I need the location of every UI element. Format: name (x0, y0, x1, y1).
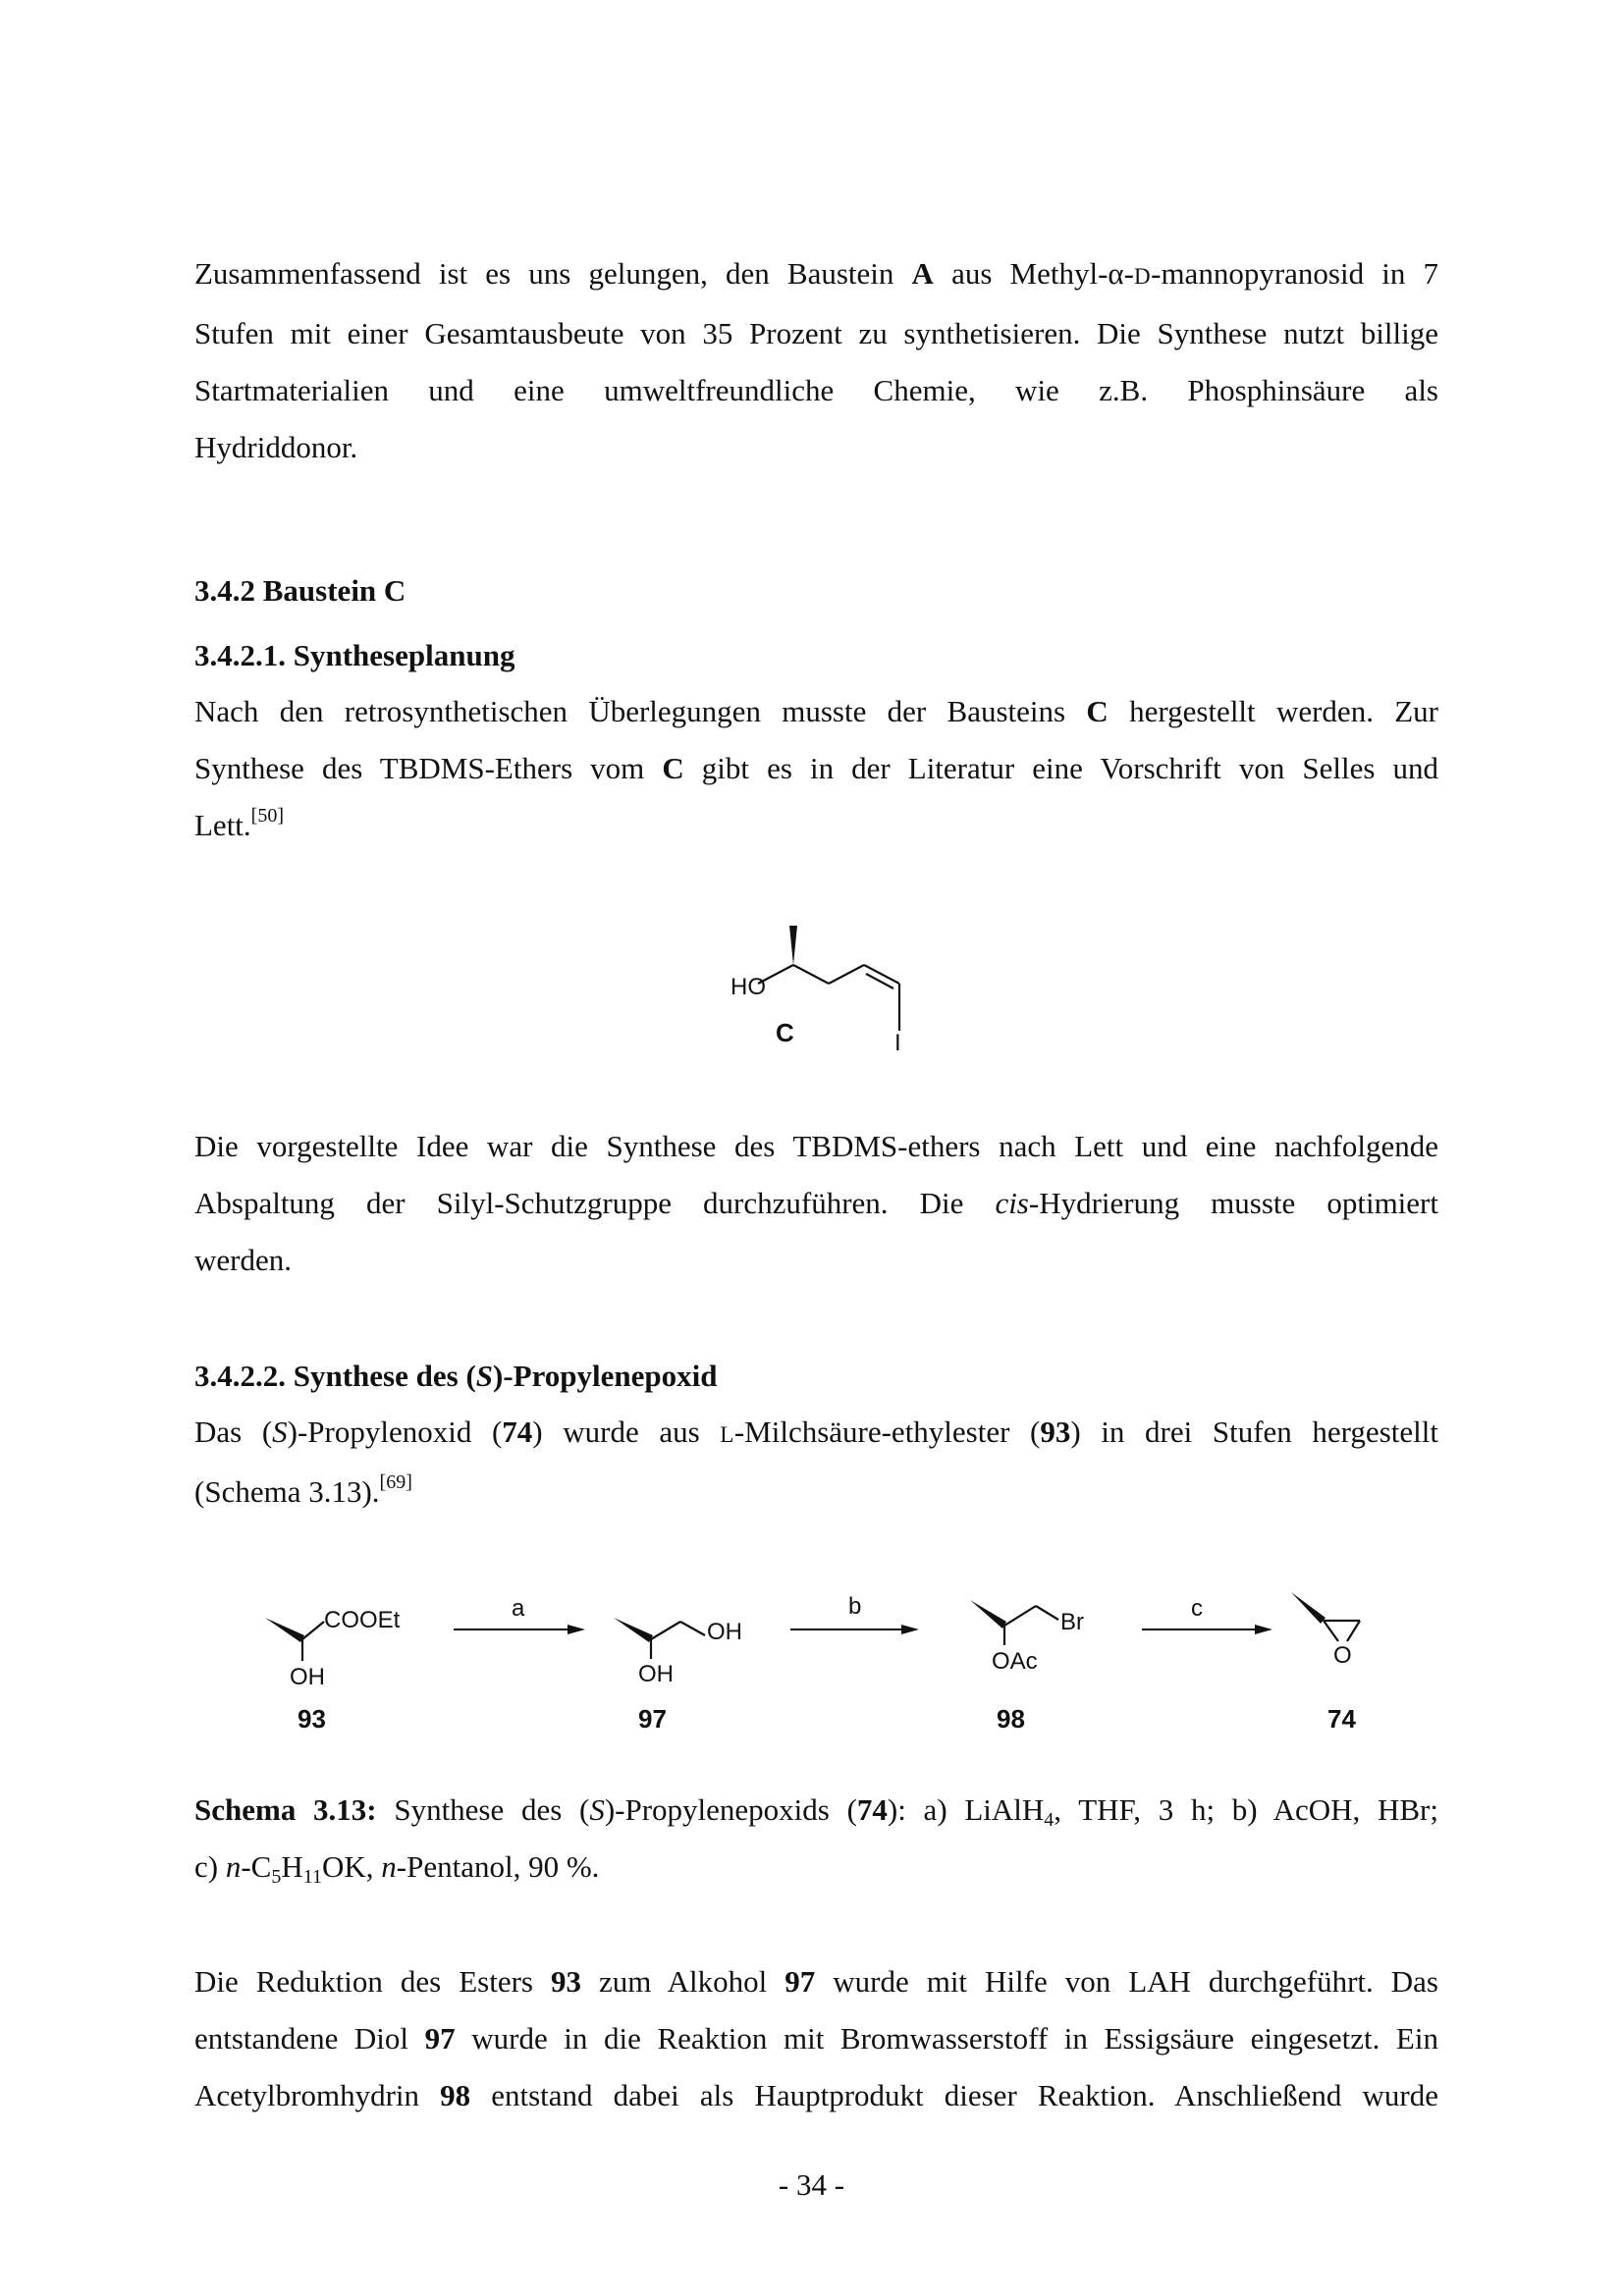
compound-98-bromo-label: Br (1060, 1609, 1084, 1635)
idea-line-1: Die vorgestellte Idee war die Synthese des TBDMS-ethers nach Lett und eine nachfolgende (194, 1129, 1438, 1163)
summary-line-1: Zusammenfassend ist es uns gelungen, den Baustein A aus Methyl-α-D-mannopyranosid in 7 (194, 256, 1438, 291)
compound-74-oxygen-label: O (1333, 1642, 1352, 1669)
reduction-line-2: entstandene Diol 97 wurde in die Reaktion mit Bromwasserstoff in Essigsäure eingesetzt. Ein (194, 2021, 1438, 2056)
reaction-arrow-a (454, 1595, 585, 1634)
compound-97 (614, 1618, 742, 1734)
planning-paragraph (194, 683, 1438, 854)
molecule-c-hydroxyl-label: HO (730, 974, 766, 1000)
propylenoxid-paragraph (194, 1404, 1438, 1521)
molecule-c-iodo-label: I (894, 1030, 901, 1055)
molecule-c-structure (717, 918, 943, 1055)
summary-line-4: Hydriddonor. (194, 430, 358, 464)
molecule-c-label: C (776, 1018, 794, 1047)
compound-97-hydroxyl-label-1: OH (707, 1619, 742, 1645)
compound-98 (970, 1600, 1084, 1734)
compound-74 (1291, 1592, 1360, 1734)
planning-line-3: Lett.[50] (194, 805, 284, 842)
compound-97-hydroxyl-label-2: OH (638, 1661, 674, 1687)
caption-line-2: c) $n-C_5H_{11}OK$, n-Pentanol, 90 %. (194, 1849, 600, 1888)
compound-93-number: 93 (298, 1704, 326, 1734)
citation-69: [69] (379, 1471, 412, 1493)
section-heading-3421: 3.4.2.1. Syntheseplanung (194, 638, 515, 672)
planning-line-1: Nach den retrosynthetischen Überlegungen musste der Bausteins C hergestellt werden. Zur (194, 694, 1439, 728)
scheme-caption (194, 1782, 1438, 1896)
reduction-line-1: Die Reduktion des Esters 93 zum Alkohol 97 wurde mit Hilfe von LAH durchgeführt. Das (194, 1964, 1438, 1999)
compound-98-acetate-label: OAc (992, 1648, 1038, 1675)
compound-98-number: 98 (997, 1704, 1025, 1734)
reduction-paragraph (194, 1953, 1438, 2124)
compound-93-ester-label: COOEt (324, 1607, 401, 1633)
summary-line-3: Startmaterialien und eine umweltfreundliche Chemie, wie z.B. Phosphinsäure als (194, 373, 1438, 407)
compound-93 (265, 1607, 401, 1734)
compound-74-number: 74 (1327, 1704, 1356, 1734)
planning-line-2: Synthese des TBDMS-Ethers vom C gibt es in der Literatur eine Vorschrift von Selles und (194, 751, 1438, 785)
arrow-a-label: a (512, 1595, 525, 1622)
summary-paragraph (194, 245, 1438, 476)
compound-93-hydroxyl-label: OH (290, 1664, 325, 1690)
compound-97-number: 97 (638, 1704, 667, 1734)
arrow-b-label: b (848, 1593, 862, 1620)
section-heading-342: 3.4.2 Baustein C (194, 573, 406, 608)
summary-line-2: Stufen mit einer Gesamtausbeute von 35 Prozent zu synthetisieren. Die Synthese nutzt billige (194, 316, 1438, 350)
reduction-line-3: Acetylbromhydrin 98 entstand dabei als Hauptprodukt dieser Reaktion. Anschließend wurde (194, 2078, 1438, 2112)
caption-line-1: Schema 3.13: Synthese des (S)-Propylenepoxids (74): a) LiAlH$_4$, THF, 3 h; b) AcOH, HBr; (194, 1792, 1438, 1831)
propylenoxid-line-1: Das (S)-Propylenoxid (74) wurde aus L-Milchsäure-ethylester (93) in drei Stufen hergestellt (194, 1415, 1438, 1449)
reaction-arrow-b (790, 1593, 919, 1634)
idea-line-3: werden. (194, 1243, 292, 1277)
idea-paragraph (194, 1118, 1438, 1289)
reaction-arrow-c (1142, 1595, 1272, 1634)
section-heading-3422: 3.4.2.2. Synthese des (S)-Propylenepoxid (194, 1359, 718, 1393)
arrow-c-label: c (1191, 1595, 1203, 1622)
propylenoxid-line-2: (Schema 3.13).[69] (194, 1471, 412, 1509)
reaction-scheme (236, 1571, 1394, 1747)
idea-line-2: Abspaltung der Silyl-Schutzgruppe durchzuführen. Die cis-Hydrierung musste optimiert (194, 1186, 1438, 1220)
page-number: - 34 - (778, 2167, 845, 2202)
citation-50: [50] (250, 805, 284, 827)
